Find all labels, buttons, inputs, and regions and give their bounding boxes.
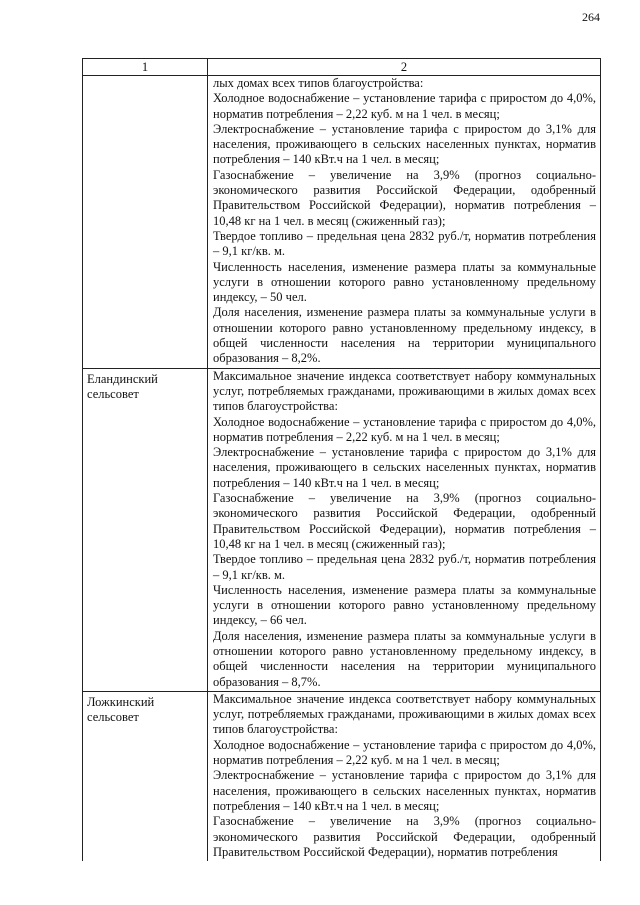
index-description bbox=[208, 691, 601, 861]
paragraph: Максимальное значение индекса соответствует набору коммунальных услуг, потребляемых гражданами, проживающими в жилых домах всех типов благоустройства: bbox=[213, 368, 596, 414]
paragraph: Доля населения, изменение размера платы за коммунальные услуги в отношении которого равно установленному предельному индексу, в общей численности населения на территории муниципального образования – 8,2%. bbox=[213, 305, 596, 366]
paragraph: Газоснабжение – увеличение на 3,9% (прогноз социально-экономического развития Российской Федерации, одобренный Правительством Российской Федерации), норматив потребления – 10,48 кг на 1 чел. в месяц (сжиженный газ); bbox=[213, 167, 596, 228]
paragraph: Холодное водоснабжение – установление тарифа с приростом до 4,0%, норматив потребления – 2,22 куб. м на 1 чел. в месяц; bbox=[213, 91, 596, 121]
paragraph: Холодное водоснабжение – установление тарифа с приростом до 4,0%, норматив потребления – 2,22 куб. м на 1 чел. в месяц; bbox=[213, 414, 596, 444]
table-row bbox=[83, 691, 601, 861]
paragraph: Максимальное значение индекса соответствует набору коммунальных услуг, потребляемых гражданами, проживающими в жилых домах всех типов благоустройства: bbox=[213, 691, 596, 737]
column-header-1: 1 bbox=[83, 59, 208, 76]
paragraph: Численность населения, изменение размера платы за коммунальные услуги в отношении которого равно установленному предельному индексу, – 50 чел. bbox=[213, 259, 596, 305]
table-row bbox=[83, 76, 601, 369]
table-row bbox=[83, 368, 601, 691]
paragraph: Электроснабжение – установление тарифа с приростом до 3,1% для населения, проживающего в сельских населенных пунктах, норматив потребления – 140 кВт.ч на 1 чел. в месяц; bbox=[213, 768, 596, 813]
paragraph: Твердое топливо – предельная цена 2832 руб./т, норматив потребления – 9,1 кг/кв. м. bbox=[213, 552, 596, 582]
paragraph: Электроснабжение – установление тарифа с приростом до 3,1% для населения, проживающего в сельских населенных пунктах, норматив потребления – 140 кВт.ч на 1 чел. в месяц; bbox=[213, 445, 596, 490]
paragraph: Доля населения, изменение размера платы за коммунальные услуги в отношении которого равно установленному предельному индексу, в общей численности населения на территории муниципального образования – 8,7%. bbox=[213, 628, 596, 689]
paragraph: Газоснабжение – увеличение на 3,9% (прогноз социально-экономического развития Российской Федерации, одобренный Правительством Российской Федерации), норматив потребления – 10,48 кг на 1 чел. в месяц (сжиженный газ); bbox=[213, 491, 596, 551]
column-header-2: 2 bbox=[208, 59, 601, 76]
paragraph: Численность населения, изменение размера платы за коммунальные услуги в отношении которого равно установленному предельному индексу, – 66 чел. bbox=[213, 582, 596, 628]
municipality-name bbox=[83, 76, 208, 369]
paragraph: Электроснабжение – установление тарифа с приростом до 3,1% для населения, проживающего в сельских населенных пунктах, норматив потребления – 140 кВт.ч на 1 чел. в месяц; bbox=[213, 121, 596, 167]
table-header-row bbox=[83, 59, 601, 76]
paragraph: лых домах всех типов благоустройства: bbox=[213, 76, 424, 90]
paragraph: Твердое топливо – предельная цена 2832 руб./т, норматив потребления – 9,1 кг/кв. м. bbox=[213, 228, 596, 259]
municipality-name: Еландинский сельсовет bbox=[83, 368, 208, 691]
municipal-index-table bbox=[82, 58, 601, 861]
municipality-name: Ложкинский сельсовет bbox=[83, 691, 208, 861]
index-description bbox=[208, 368, 601, 691]
page-number: 264 bbox=[582, 10, 600, 24]
paragraph: Холодное водоснабжение – установление тарифа с приростом до 4,0%, норматив потребления – 2,22 куб. м на 1 чел. в месяц; bbox=[213, 737, 596, 768]
paragraph: Газоснабжение – увеличение на 3,9% (прогноз социально-экономического развития Российской Федерации, одобренный Правительством Российской Федерации), норматив потребления bbox=[213, 814, 596, 859]
index-description bbox=[208, 76, 601, 369]
